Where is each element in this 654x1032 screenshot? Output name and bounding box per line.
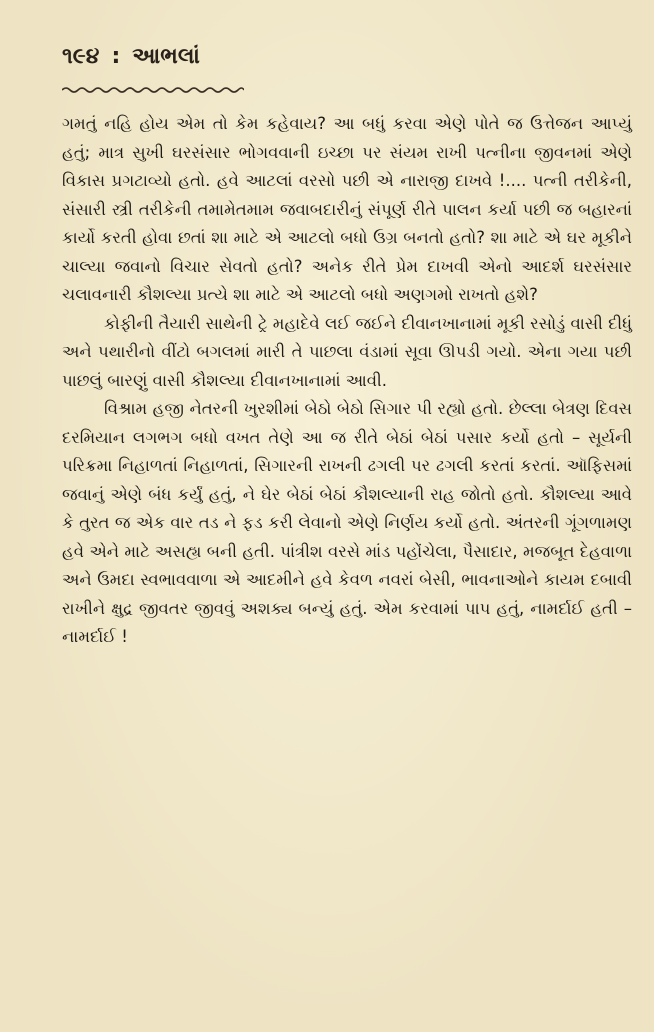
book-title: આભલાં bbox=[132, 44, 200, 69]
paragraph-2: કોફીની તૈયારી સાથેની ટ્રે મહાદેવે લઈ જઈને દીવાનખાનામાં મૂકી રસોડું વાસી દીધું અને પથારીનો વીંટો બગલમાં મારી તે પાછલા વંડામાં સૂવા ઊપડી ગયો. એના ગયા પછી પાછલું બારણું વાસી કૌશલ્યા દીવાનખાનામાં આવી. bbox=[62, 313, 632, 390]
paragraph-3: વિશ્રામ હજી નેતરની ખુરશીમાં બેઠો બેઠો સિગાર પી રહ્યો હતો. છેલ્લા બેત્રણ દિવસ દરમિયાન લગભગ બધો વખત તેણે આ જ રીતે બેઠાં બેઠાં પસાર કર્યો હતો – સૂર્યની પરિક્રમા નિહાળતાં નિહાળતાં, સિગારની રાખની ઢગલી પર ઢગલી કરતાં કરતાં. ઑફિસમાં જવાનું એણે બંધ કર્યું હતું, ને ઘેર બેઠાં બેઠાં કૌશલ્યાની રાહ જોતો હતો. કૌશલ્યા આવે કે તુરત જ એક વાર તડ ને ફડ કરી લેવાનો એણે નિર્ણય કર્યો હતો. અંતરની ગૂંગળામણ હવે એને માટે અસહ્ય બની હતી. પાંત્રીશ વરસે માંડ પહોંચેલા, પૈસાદાર, મજબૂત દેહવાળા અને ઉમદા સ્વભાવવાળા એ આદમીને હવે કેવળ નવરાં બેસી, ભાવનાઓને કાયમ દબાવી રાખીને ક્ષુદ્ર જીવતર જીવવું અશક્ય બન્યું હતું. એમ કરવામાં પાપ હતું, નામર્દાઈ હતી – નામર્દાઈ ! bbox=[62, 399, 632, 646]
header-separator: : bbox=[111, 44, 121, 69]
page-header bbox=[62, 44, 200, 84]
page-number: ૧૯૪ bbox=[62, 44, 100, 69]
body-text bbox=[62, 110, 632, 652]
decorative-wavy-rule bbox=[62, 86, 244, 94]
paragraph-1: ગમતું નહિ હોય એમ તો કેમ કહેવાય? આ બધું કરવા એણે પોતે જ ઉત્તેજન આપ્યું હતું; માત્ર સુખી ઘરસંસાર ભોગવવાની ઇચ્છા પર સંયમ રાખી પત્નીના જીવનમાં એણે વિકાસ પ્રગટાવ્યો હતો. હવે આટલાં વરસો પછી એ નારાજી દાખવે !.... પત્ની તરીકેની, સંસારી સ્ત્રી તરીકેની તમામેતમામ જવાબદારીનું સંપૂર્ણ રીતે પાલન કર્યા પછી જ બહારનાં કાર્યો કરતી હોવા છતાં શા માટે એ આટલો બધો ઉગ્ર બનતો હતો? શા માટે એ ઘર મૂકીને ચાલ્યા જવાનો વિચાર સેવતો હતો? અનેક રીતે પ્રેમ દાખવી એનો આદર્શ ઘરસંસાર ચલાવનારી કૌશલ્યા પ્રત્યે શા માટે એ આટલો બધો અણગમો રાખતો હશે? bbox=[62, 114, 632, 304]
